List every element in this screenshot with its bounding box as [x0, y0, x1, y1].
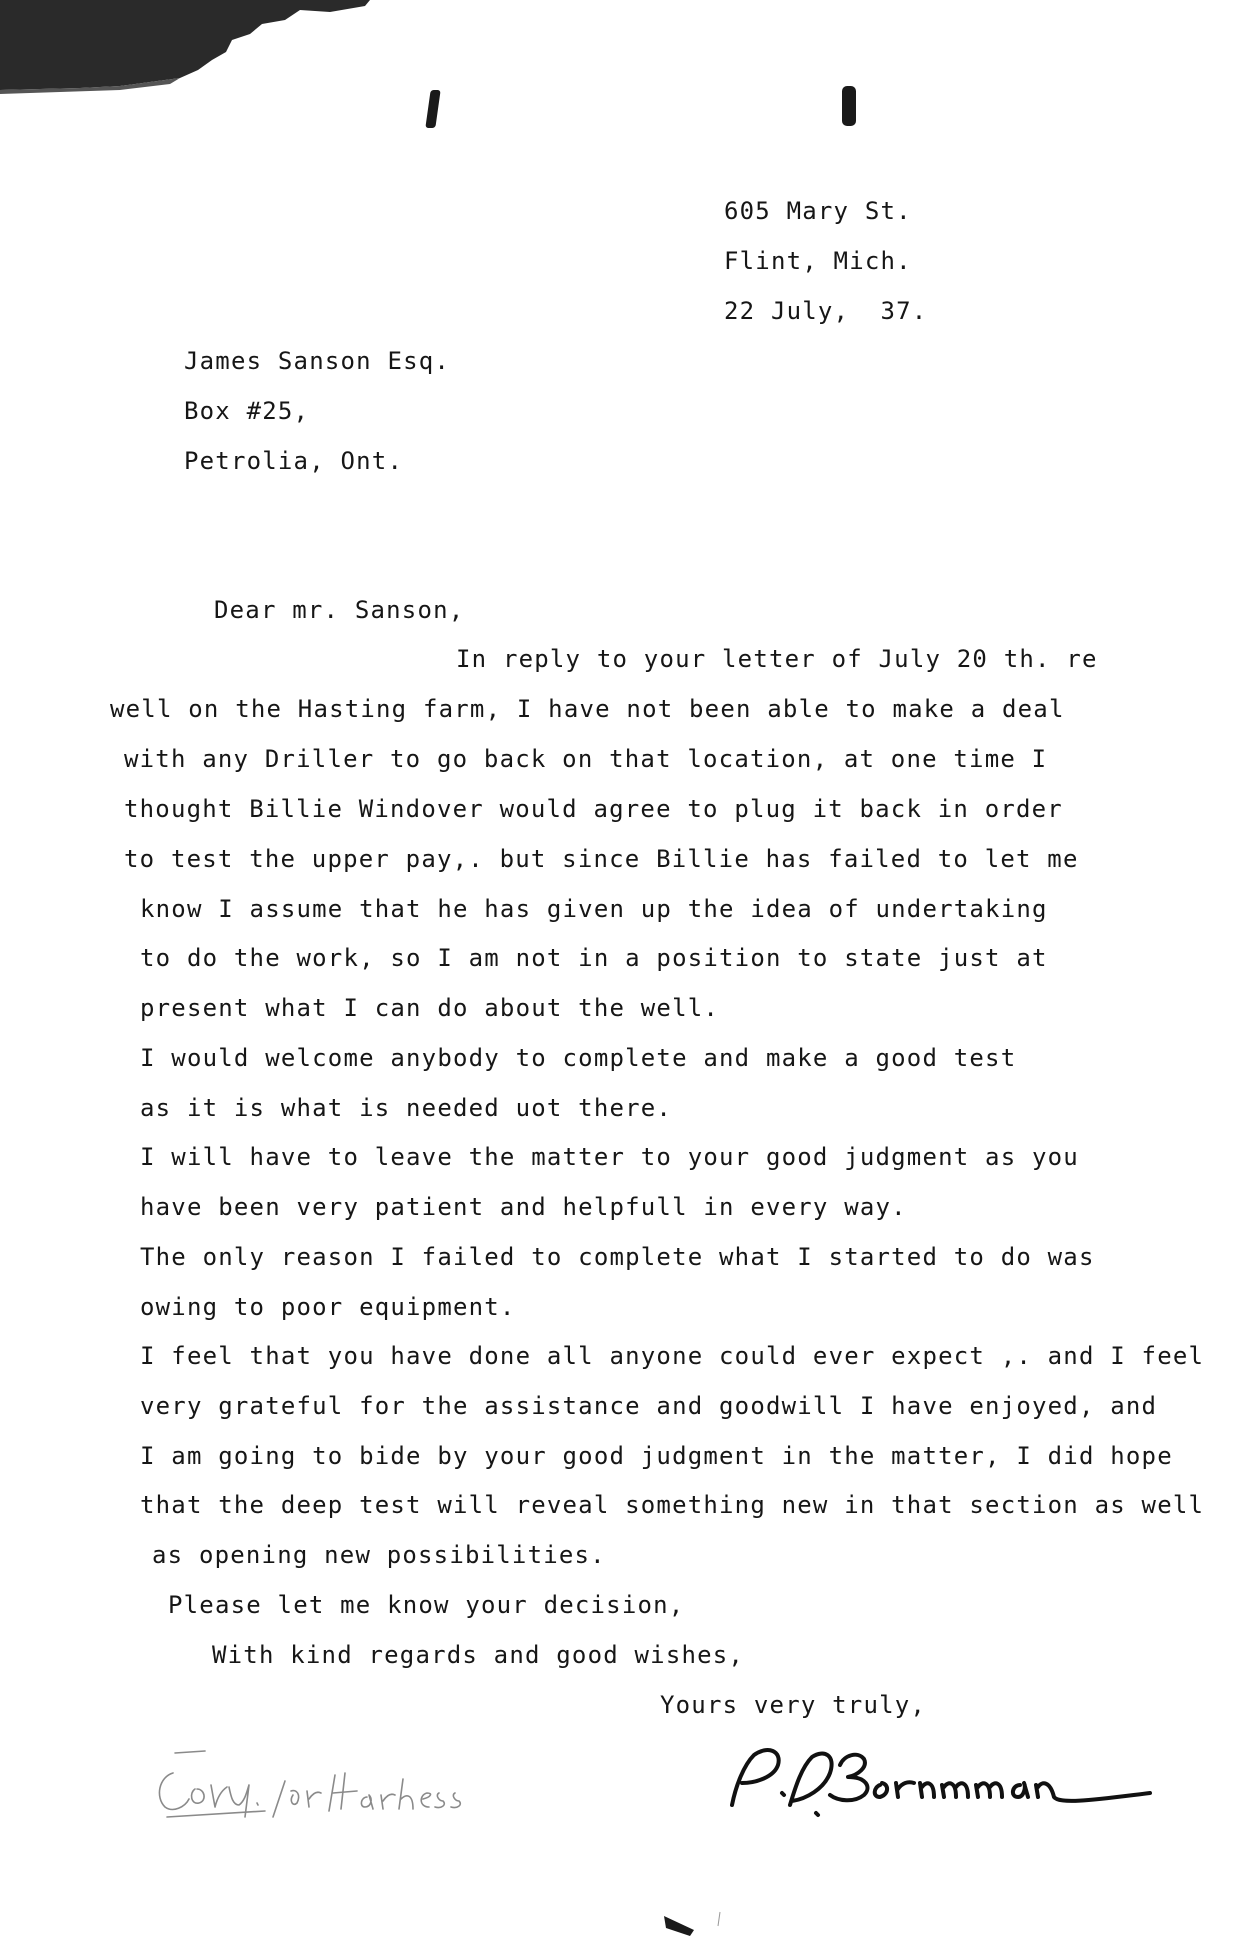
letter-date: 22 July, 37. [724, 297, 928, 325]
salutation: Dear mr. Sanson, [214, 596, 465, 624]
body-line: with any Driller to go back on that location, at one time I [124, 745, 1048, 773]
body-line: to test the upper pay,. but since Billie has failed to let me [124, 845, 1079, 873]
bottom-stray-mark [660, 1908, 730, 1938]
sender-city: Flint, Mich. [724, 247, 912, 275]
body-line: With kind regards and good wishes, [212, 1641, 745, 1669]
body-line: owing to poor equipment. [140, 1293, 516, 1321]
body-line: very grateful for the assistance and goodwill I have enjoyed, and [140, 1392, 1158, 1420]
body-line: as opening new possibilities. [152, 1541, 606, 1569]
body-line: know I assume that he has given up the idea of undertaking [140, 895, 1048, 923]
body-line: that the deep test will reveal something new in that section as well [140, 1491, 1205, 1519]
body-line: In reply to your letter of July 20 th. re [456, 645, 1098, 673]
body-line: I will have to leave the matter to your good judgment as you [140, 1143, 1079, 1171]
body-line: I feel that you have done all anyone could ever expect ,. and I feel [140, 1342, 1205, 1370]
body-line: Please let me know your decision, [168, 1591, 685, 1619]
punch-mark-right [842, 86, 856, 126]
body-line: have been very patient and helpfull in every way. [140, 1193, 907, 1221]
body-line: I would welcome anybody to complete and make a good test [140, 1044, 1017, 1072]
closing: Yours very truly, [660, 1691, 927, 1719]
handwritten-note [145, 1745, 535, 1825]
torn-corner-mark [0, 0, 380, 110]
body-line: present what I can do about the well. [140, 994, 720, 1022]
body-line: to do the work, so I am not in a position to state just at [140, 944, 1048, 972]
body-line: well on the Hasting farm, I have not been able to make a deal [110, 695, 1065, 723]
sender-street: 605 Mary St. [724, 197, 912, 225]
body-line: thought Billie Windover would agree to plug it back in order [124, 795, 1063, 823]
body-line: as it is what is needed uot there. [140, 1094, 673, 1122]
punch-mark-left [425, 90, 440, 128]
recipient-box: Box #25, [184, 397, 310, 425]
recipient-city: Petrolia, Ont. [184, 447, 404, 475]
recipient-name: James Sanson Esq. [184, 347, 451, 375]
signature [720, 1735, 1160, 1835]
body-line: The only reason I failed to complete what I started to do was [140, 1243, 1095, 1271]
body-line: I am going to bide by your good judgment in the matter, I did hope [140, 1442, 1173, 1470]
